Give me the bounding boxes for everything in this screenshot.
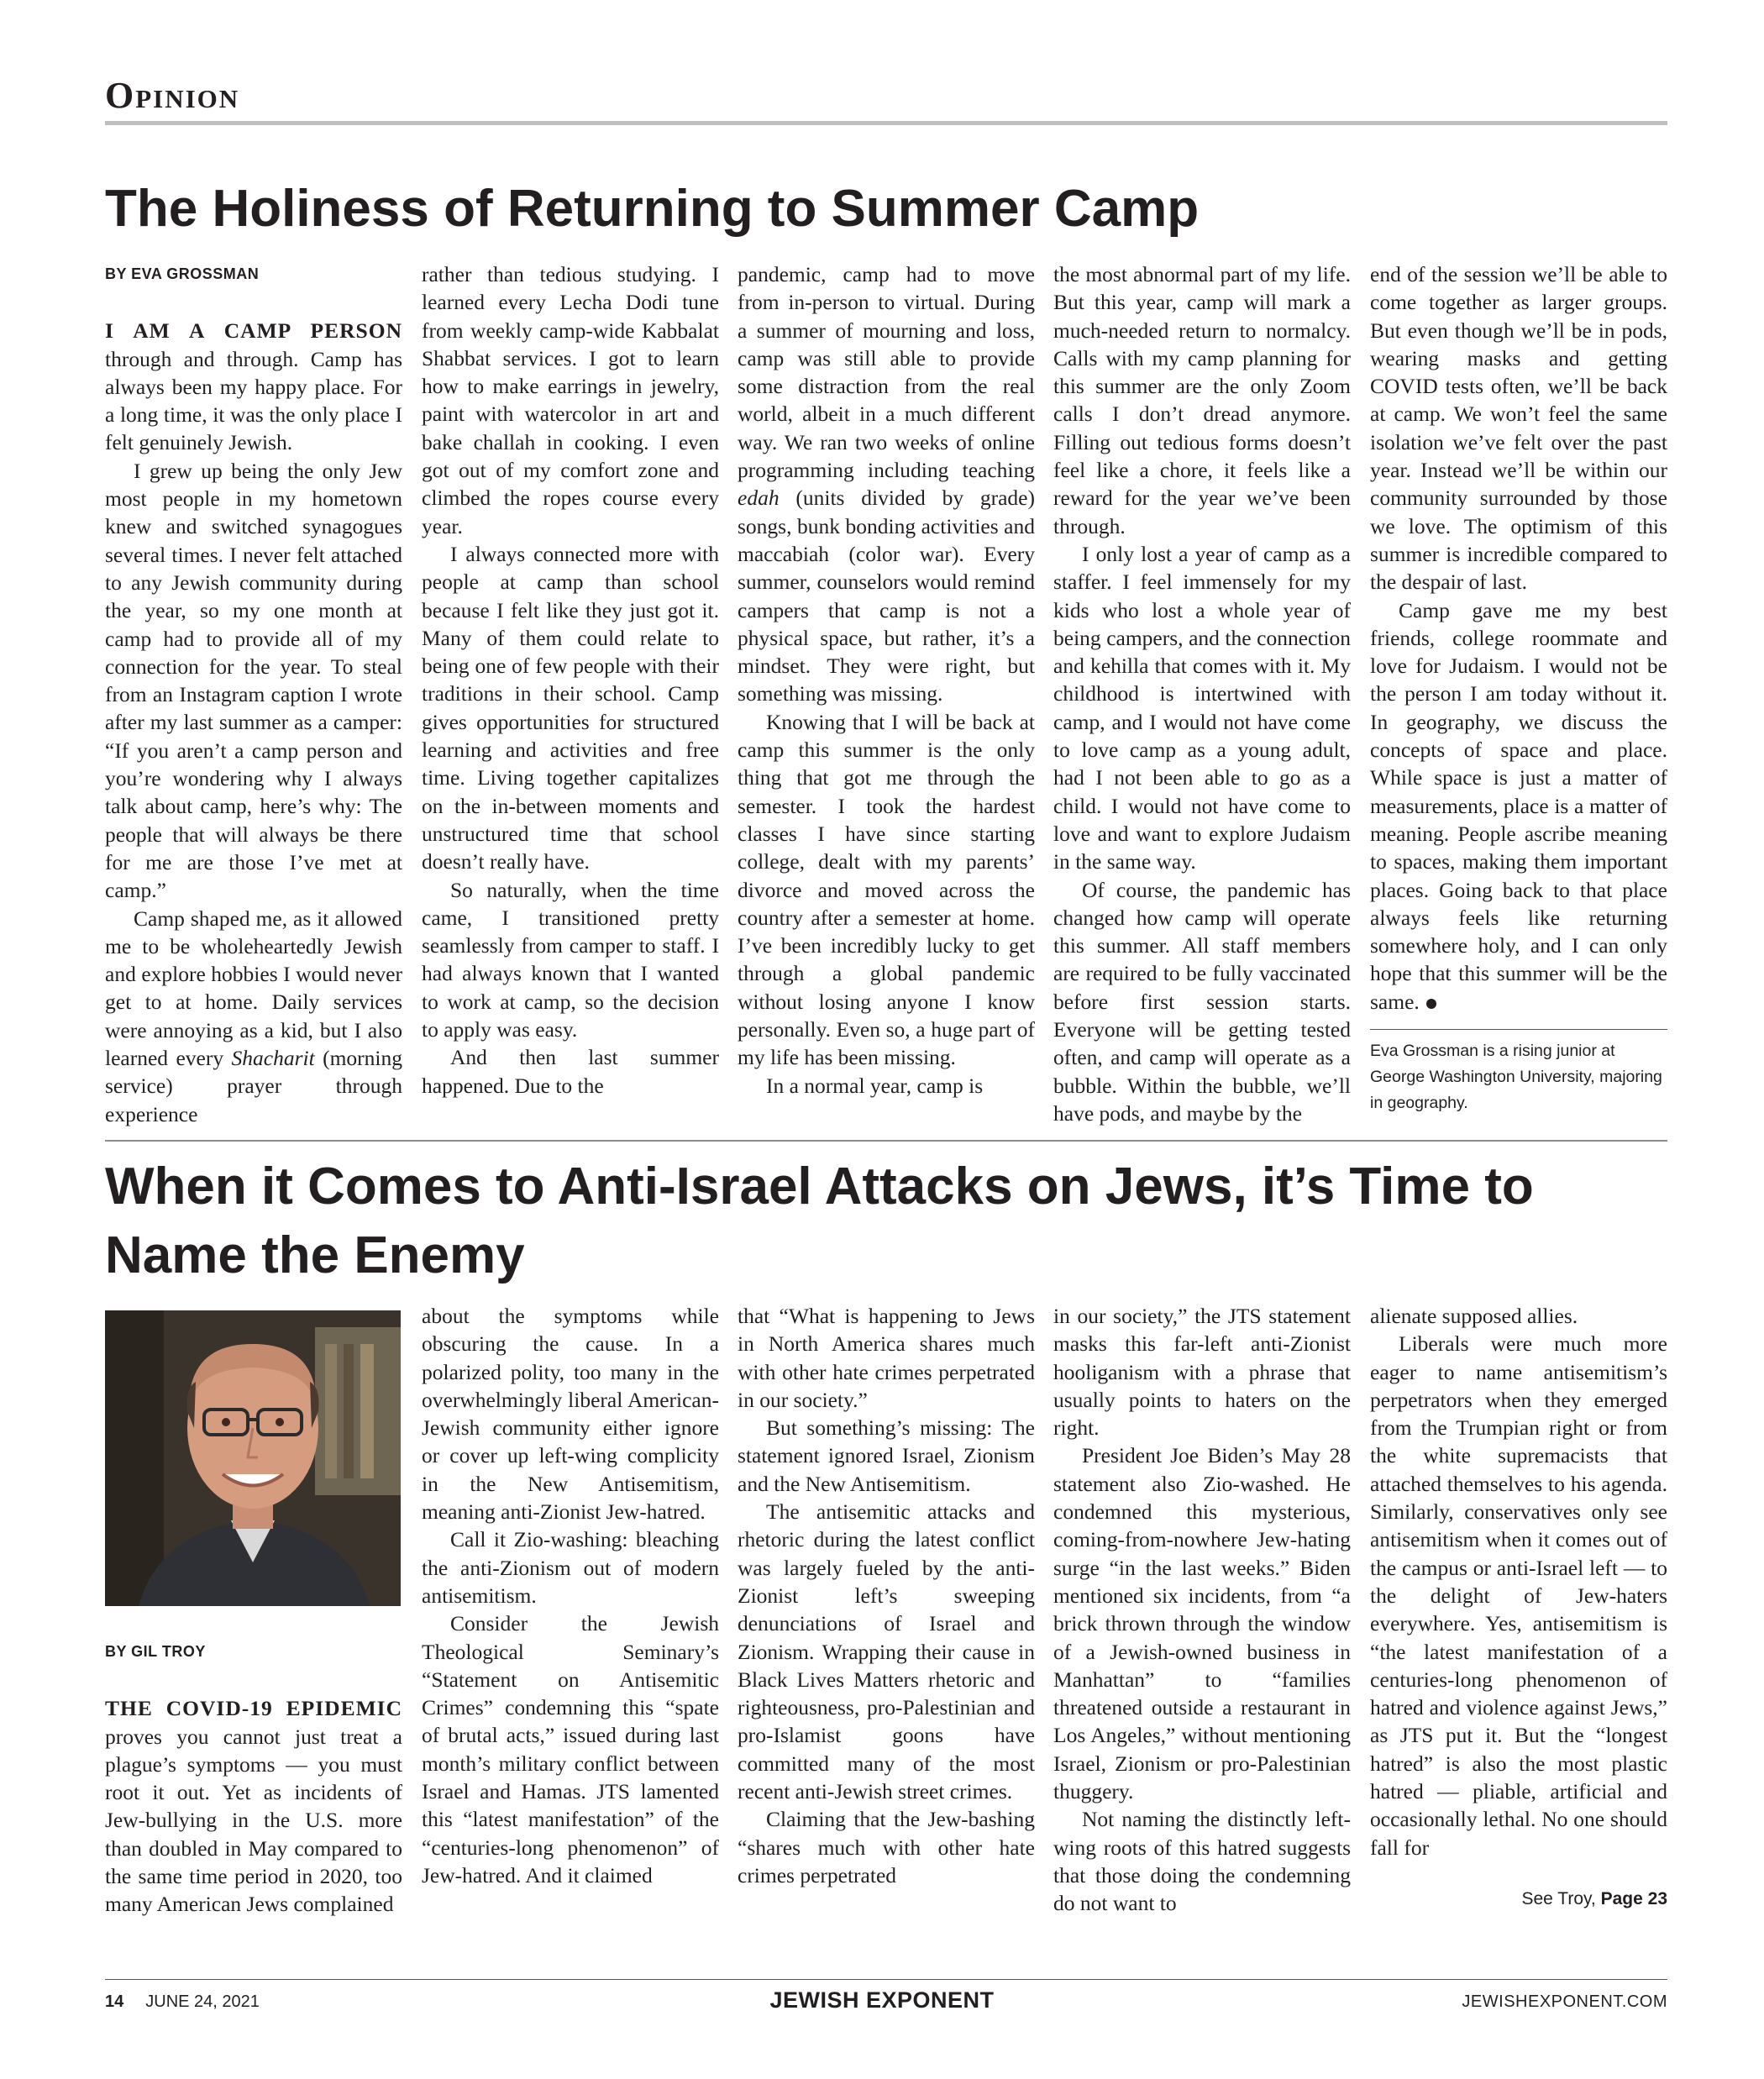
article-1-paragraph: And then last summer happened. Due to the: [422, 1045, 719, 1098]
article-2-column-4: [1053, 1302, 1351, 1918]
publication-name: JEWISH EXPONENT: [769, 1987, 995, 2013]
article-2-paragraph: Liberals were much more eager to name antisemitism’s perpetrators when they emerged from the Trumpian right or from the white supremacists that attached themselves to his agenda. Similarly, conservatives only see antisemitism when it comes out of the campus or anti-Israel left — to the delight of Jew-haters everywhere. Yes, antisemitism is “the latest manifestation of a centuries-long phenomenon of hatred and violence against Jews,” as JTS put it. But the “longest hatred” is also the most plastic hatred — pliable, artificial and occasionally lethal. No one should fall for: [1370, 1331, 1667, 1860]
article-2-column-5: [1370, 1302, 1667, 1913]
end-of-article-icon: [1426, 999, 1436, 1009]
article-1-column-5: [1370, 260, 1667, 1116]
issue-date: JUNE 24, 2021: [145, 1992, 260, 2011]
article-1-column-3: [738, 260, 1035, 1100]
article-divider: [105, 1140, 1667, 1142]
article-2-paragraph: THE COVID-19 EPIDEMIC proves you cannot just treat a plague’s symptoms — you must root it out. Yet as incidents of Jew-bullying in the U.S. more than doubled in May compared to the same time period in 2020, too many American Jews complained: [105, 1696, 402, 1917]
article-1-headline: The Holiness of Returning to Summer Camp: [105, 180, 1200, 238]
author-bio: Eva Grossman is a rising junior at George Washington University, majoring in geography.: [1370, 1042, 1662, 1113]
article-2-paragraph: Consider the Jewish Theological Seminary’s “Statement on Antisemitic Crimes” condemning this “spate of brutal acts,” issued during last month’s military conflict between Israel and Hamas. JTS lamented this “latest manifestation” of the “centuries-long phenomenon” of Jew-hatred. And it claimed: [422, 1611, 719, 1887]
article-1-paragraph: So naturally, when the time came, I transitioned pretty seamlessly from camper to staff. I had always known that I wanted to work at camp, so the decision to apply was easy.: [422, 877, 719, 1042]
author-photo: [105, 1310, 401, 1606]
footer-rule: [105, 1979, 1667, 1980]
article-2-paragraph: Not naming the distinctly left-wing roots of this hatred suggests that those doing the condemning do not want to: [1053, 1807, 1351, 1916]
article-1-paragraph: I always connected more with people at camp than school because I felt like they just got it. Many of them could relate to being one of few people with their traditions in their school. Camp gives opportunities for structured learning and activities and free time. Living together capitalizes on the in-between moments and unstructured time that school doesn’t really have.: [422, 541, 719, 874]
page-number: 14: [105, 1992, 124, 2011]
article-2-paragraph: Call it Zio-washing: bleaching the anti-Zionism out of modern antisemitism.: [422, 1527, 719, 1608]
article-1-column-2: [422, 260, 719, 1100]
article-2-paragraph: in our society,” the JTS statement masks this far-left anti-Zionist hooliganism with a phrase that usually points to haters on the right.: [1053, 1304, 1351, 1441]
article-1-paragraph: Camp gave me my best friends, college roommate and love for Judaism. I would not be the person I am today without it. In geography, we discuss the concepts of space and place. While space is just a matter of measurements, place is a matter of meaning. People ascribe meaning to spaces, making them important places. Going back to that place always feels like returning somewhere holy, and I can only hope that this summer will be the same.: [1370, 597, 1667, 1014]
continued-on-link[interactable]: See Troy, Page 23: [1521, 1888, 1667, 1908]
article-1-paragraph: I grew up being the only Jew most people in my hometown knew and switched synagogues several times. I never felt attached to any Jewish community during the year, so my one month at camp had to provide all of my connection for the year. To steal from an Instagram caption I wrote after my last summer as a camper: “If you aren’t a camp person and you’re wondering why I always talk about camp, here’s why: The people that will always be there for me are those I’ve met at camp.”: [105, 458, 402, 903]
website-link[interactable]: JEWISHEXPONENT.COM: [1462, 1992, 1667, 2011]
article-1-paragraph: Camp shaped me, as it allowed me to be wholeheartedly Jewish and explore hobbies I would never get to at home. Daily services were annoying as a kid, but I also learned every Shacharit (morning service) prayer through experience: [105, 906, 402, 1126]
article-1-paragraph: In a normal year, camp is: [766, 1073, 984, 1098]
article-2-column-3: [738, 1302, 1035, 1889]
section-title: Opinion: [105, 75, 240, 116]
article-1-paragraph: pandemic, camp had to move from in-person to virtual. During a summer of mourning and loss, camp was still able to provide some distraction from the real world, albeit in a much different way. We ran two weeks of online programming including teaching edah (units divided by grade) songs, bunk bonding activities and maccabiah (color war). Every summer, counselors would remind campers that camp is not a physical space, but rather, it’s a mindset. They were right, but something was missing.: [738, 262, 1035, 706]
article-2-paragraph: that “What is happening to Jews in North America shares much with other hate crimes perpetrated in our society.”: [738, 1304, 1035, 1412]
article-1-paragraph: Of course, the pandemic has changed how camp will operate this summer. All staff members are required to be fully vaccinated before first session starts. Everyone will be getting tested often, and camp will operate as a bubble. Within the bubble, we’ll have pods, and maybe by the: [1053, 877, 1351, 1126]
article-1-paragraph: the most abnormal part of my life. But this year, camp will mark a much-needed return to normalcy. Calls with my camp planning for this summer are the only Zoom calls I don’t dread anymore. Filling out tedious forms doesn’t feel like a chore, it feels like a reward for the year we’ve been through.: [1053, 262, 1351, 538]
article-1-paragraph: I AM A CAMP PERSON through and through. Camp has always been my happy place. For a long time, it was the only place I felt genuinely Jewish.: [105, 318, 402, 455]
article-1-paragraph: rather than tedious studying. I learned every Lecha Dodi tune from weekly camp-wide Kabbalat Shabbat services. I got to learn how to make earrings in jewelry, paint with watercolor in art and bake challah in cooking. I even got out of my comfort zone and climbed the ropes course every year.: [422, 262, 719, 538]
article-1-lead-caps: I AM A CAMP PERSON: [105, 318, 402, 344]
article-1-paragraph: I only lost a year of camp as a staffer. I feel immensely for my kids who lost a whole year of being campers, and the connection and kehilla that comes with it. My childhood is intertwined with camp, and I would not have come to love camp as a young adult, had I not been able to go as a child. I would not have come to love and want to explore Judaism in the same way.: [1053, 541, 1351, 874]
article-1-paragraph: end of the session we’ll be able to come together as larger groups. But even though we’ll be in pods, wearing masks and getting COVID tests often, we’ll be back at camp. We won’t feel the same isolation we’ve felt over the past year. Instead we’ll be within our community surrounded by those we love. The optimism of this summer is incredible compared to the despair of last.: [1370, 262, 1667, 595]
author-portrait-icon: [105, 1310, 401, 1606]
article-2-column-1: [105, 1638, 402, 1919]
article-2-paragraph: about the symptoms while obscuring the cause. In a polarized polity, too many in the overwhelmingly liberal American-Jewish community either ignore or cover up left-wing complicity in the New Antisemitism, meaning anti-Zionist Jew-hatred.: [422, 1304, 719, 1525]
article-1-byline: BY EVA GROSSMAN: [105, 265, 260, 282]
article-2-column-2: [422, 1302, 719, 1889]
article-2-headline: When it Comes to Anti-Israel Attacks on Jews, it’s Time to Name the Enemy: [105, 1158, 1534, 1285]
article-2-paragraph: alienate supposed allies.: [1370, 1304, 1578, 1328]
article-1-column-4: [1053, 260, 1351, 1127]
article-2-paragraph: President Joe Biden’s May 28 statement also Zio-washed. He condemned this mysterious, coming-from-nowhere Jew-hating surge “in the last weeks.” Biden mentioned six incidents, from “a brick thrown through the window of a Jewish-owned business in Manhattan” to “families threatened outside a restaurant in Los Angeles,” without mentioning Israel, Zionism or pro-Palestinian thuggery.: [1053, 1443, 1351, 1804]
article-2-paragraph: Claiming that the Jew-bashing “shares much with other hate crimes perpetrated: [738, 1807, 1035, 1887]
article-1-column-1: [105, 260, 402, 1128]
article-2-paragraph: But something’s missing: The statement ignored Israel, Zionism and the New Antisemitism.: [738, 1415, 1035, 1496]
article-1-paragraph: Knowing that I will be back at camp this summer is the only thing that got me through the semester. I took the hardest classes I have since starting college, dealt with my parents’ divorce and moved across the country after a semester at home. I’ve been incredibly lucky to get through a global pandemic without losing anyone I know personally. Even so, a huge part of my life has been missing.: [738, 709, 1035, 1070]
bio-rule: [1370, 1029, 1667, 1030]
article-2-paragraph: The antisemitic attacks and rhetoric during the latest conflict was largely fueled by the anti-Zionist left’s sweeping denunciations of Israel and Zionism. Wrapping their cause in Black Lives Matters rhetoric and righteousness, pro-Palestinian and pro-Islamist goons have committed many of the most recent anti-Jewish street crimes.: [738, 1499, 1035, 1804]
article-2-lead-caps: THE COVID-19 EPIDEMIC: [105, 1696, 402, 1721]
article-2-byline: BY GIL TROY: [105, 1643, 206, 1660]
section-rule: [105, 121, 1667, 125]
